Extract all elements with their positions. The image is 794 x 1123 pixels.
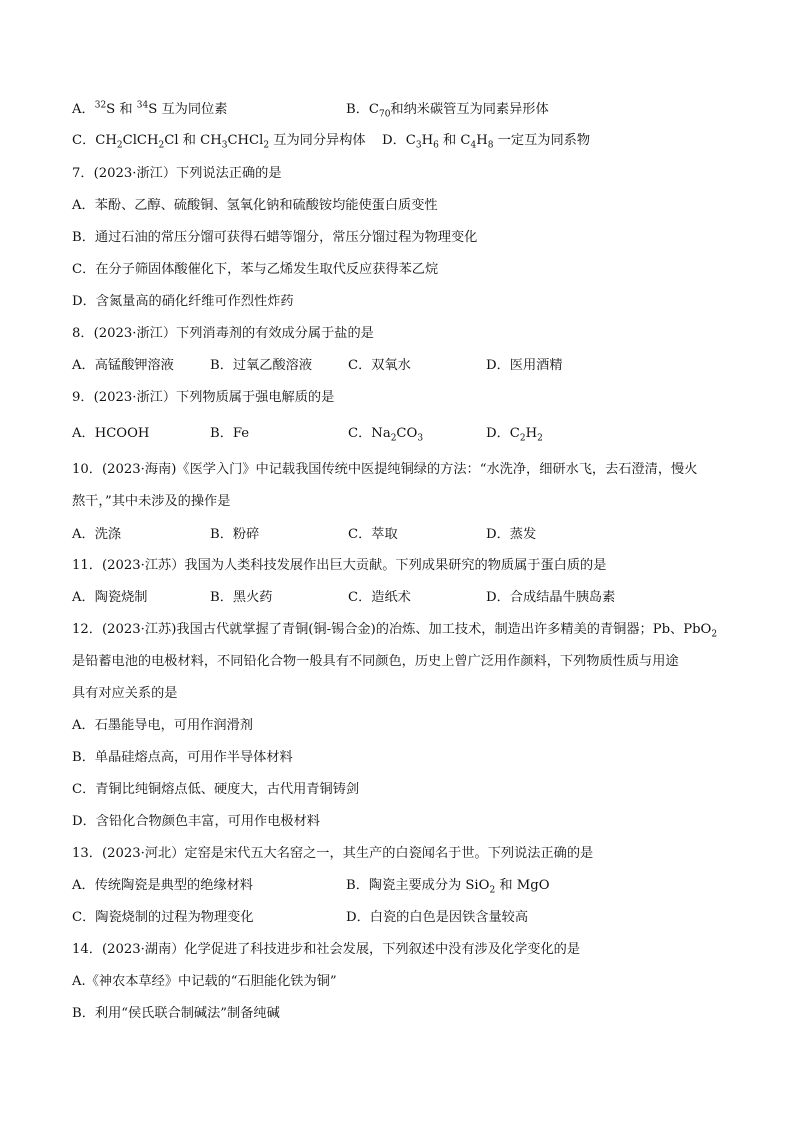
q13-option-c: C．陶瓷烧制的过程为物理变化 bbox=[72, 910, 254, 925]
q13-option-a: A．传统陶瓷是典型的绝缘材料 bbox=[72, 878, 253, 893]
q14-stem: 14．(2023·湖南）化学促进了科技进步和社会发展，下列叙述中没有涉及化学变化的是 bbox=[72, 942, 581, 957]
q10-option-d: D．蒸发 bbox=[486, 527, 537, 542]
q12-option-d: D．含铅化合物颜色丰富，可用作电极材料 bbox=[72, 814, 320, 829]
q12-stem-line3: 具有对应关系的是 bbox=[72, 686, 178, 701]
q7-option-c: C．在分子筛固体酸催化下，苯与乙烯发生取代反应获得苯乙烷 bbox=[72, 262, 439, 277]
q9-option-c: C．$Na_2CO_3$ bbox=[348, 426, 424, 444]
q7-option-b: B．通过石油的常压分馏可获得石蜡等馏分，常压分馏过程为物理变化 bbox=[72, 230, 478, 245]
q14-option-b: B．利用“侯氏联合制碱法”制备纯碱 bbox=[72, 1006, 280, 1021]
q13-stem: 13．(2023·河北）定窑是宋代五大名窑之一，其生产的白瓷闻名于世。下列说法正确的是 bbox=[72, 846, 594, 861]
q11-option-b: B．黑火药 bbox=[210, 590, 273, 605]
q6-option-a: A．$^{32}$S 和 $^{34}$S 互为同位素 bbox=[72, 100, 228, 117]
q8-option-c: C．双氧水 bbox=[348, 358, 411, 373]
q6-option-c: C．$CH_2ClCH_2Cl$ 和 $CH_3CHCl_2$ 互为同分异构体 bbox=[72, 133, 366, 151]
q9-stem: 9．(2023·浙江）下列物质属于强电解质的是 bbox=[72, 390, 335, 405]
q9-option-a: A．HCOOH bbox=[72, 426, 150, 441]
q11-option-c: C．造纸术 bbox=[348, 590, 411, 605]
q13-option-b: B．陶瓷主要成分为 SiO$_2$ 和 MgO bbox=[346, 878, 550, 896]
q12-stem-line1: 12．(2023·江苏)我国古代就掌握了青铜(铜-锡合金)的冶炼、加工技术，制造出许多精美的青铜器；Pb、PbO$_2$ bbox=[72, 622, 718, 640]
q7-stem: 7．(2023·浙江）下列说法正确的是 bbox=[72, 166, 282, 181]
q6-option-b: B．$C_{70}$和纳米碳管互为同素异形体 bbox=[346, 102, 549, 120]
q14-option-a: A.《神农本草经》中记载的“石胆能化铁为铜” bbox=[72, 974, 337, 989]
q10-stem-line1: 10．(2023·海南)《医学入门》中记载我国传统中医提纯铜绿的方法：“水洗净，细研水飞，去石澄清，慢火 bbox=[72, 462, 698, 477]
q6-option-d: D．$C_3H_6$ 和 $C_4H_8$ 一定互为同系物 bbox=[382, 133, 591, 151]
q11-stem: 11．(2023·江苏）我国为人类科技发展作出巨大贡献。下列成果研究的物质属于蛋白质的是 bbox=[72, 558, 607, 573]
q11-option-a: A．陶瓷烧制 bbox=[72, 590, 148, 605]
q10-option-c: C．萃取 bbox=[348, 527, 398, 542]
q8-stem: 8．(2023·浙江）下列消毒剂的有效成分属于盐的是 bbox=[72, 326, 374, 341]
q8-option-a: A．高锰酸钾溶液 bbox=[72, 358, 174, 373]
q10-stem-line2: 熬干，”其中未涉及的操作是 bbox=[72, 494, 231, 509]
q13-option-d: D．白瓷的白色是因铁含量较高 bbox=[346, 910, 529, 925]
q9-option-d: D．$C_2H_2$ bbox=[486, 426, 543, 444]
q9-option-b: B．Fe bbox=[210, 426, 250, 441]
q7-option-a: A．苯酚、乙醇、硫酸铜、氢氧化钠和硫酸铵均能使蛋白质变性 bbox=[72, 198, 438, 213]
q12-option-b: B．单晶硅熔点高，可用作半导体材料 bbox=[72, 750, 293, 765]
q12-stem-line2: 是铅蓄电池的电极材料，不同铅化合物一般具有不同颜色，历史上曾广泛用作颜料，下列物质性质与用途 bbox=[72, 654, 679, 669]
q8-option-d: D．医用酒精 bbox=[486, 358, 563, 373]
q11-option-d: D．合成结晶牛胰岛素 bbox=[486, 590, 616, 605]
q12-option-a: A．石墨能导电，可用作润滑剂 bbox=[72, 718, 253, 733]
q10-option-b: B．粉碎 bbox=[210, 527, 260, 542]
q12-option-c: C．青铜比纯铜熔点低、硬度大，古代用青铜铸剑 bbox=[72, 782, 360, 797]
q10-option-a: A．洗涤 bbox=[72, 527, 122, 542]
q8-option-b: B．过氧乙酸溶液 bbox=[210, 358, 313, 373]
q7-option-d: D．含氮量高的硝化纤维可作烈性炸药 bbox=[72, 294, 294, 309]
